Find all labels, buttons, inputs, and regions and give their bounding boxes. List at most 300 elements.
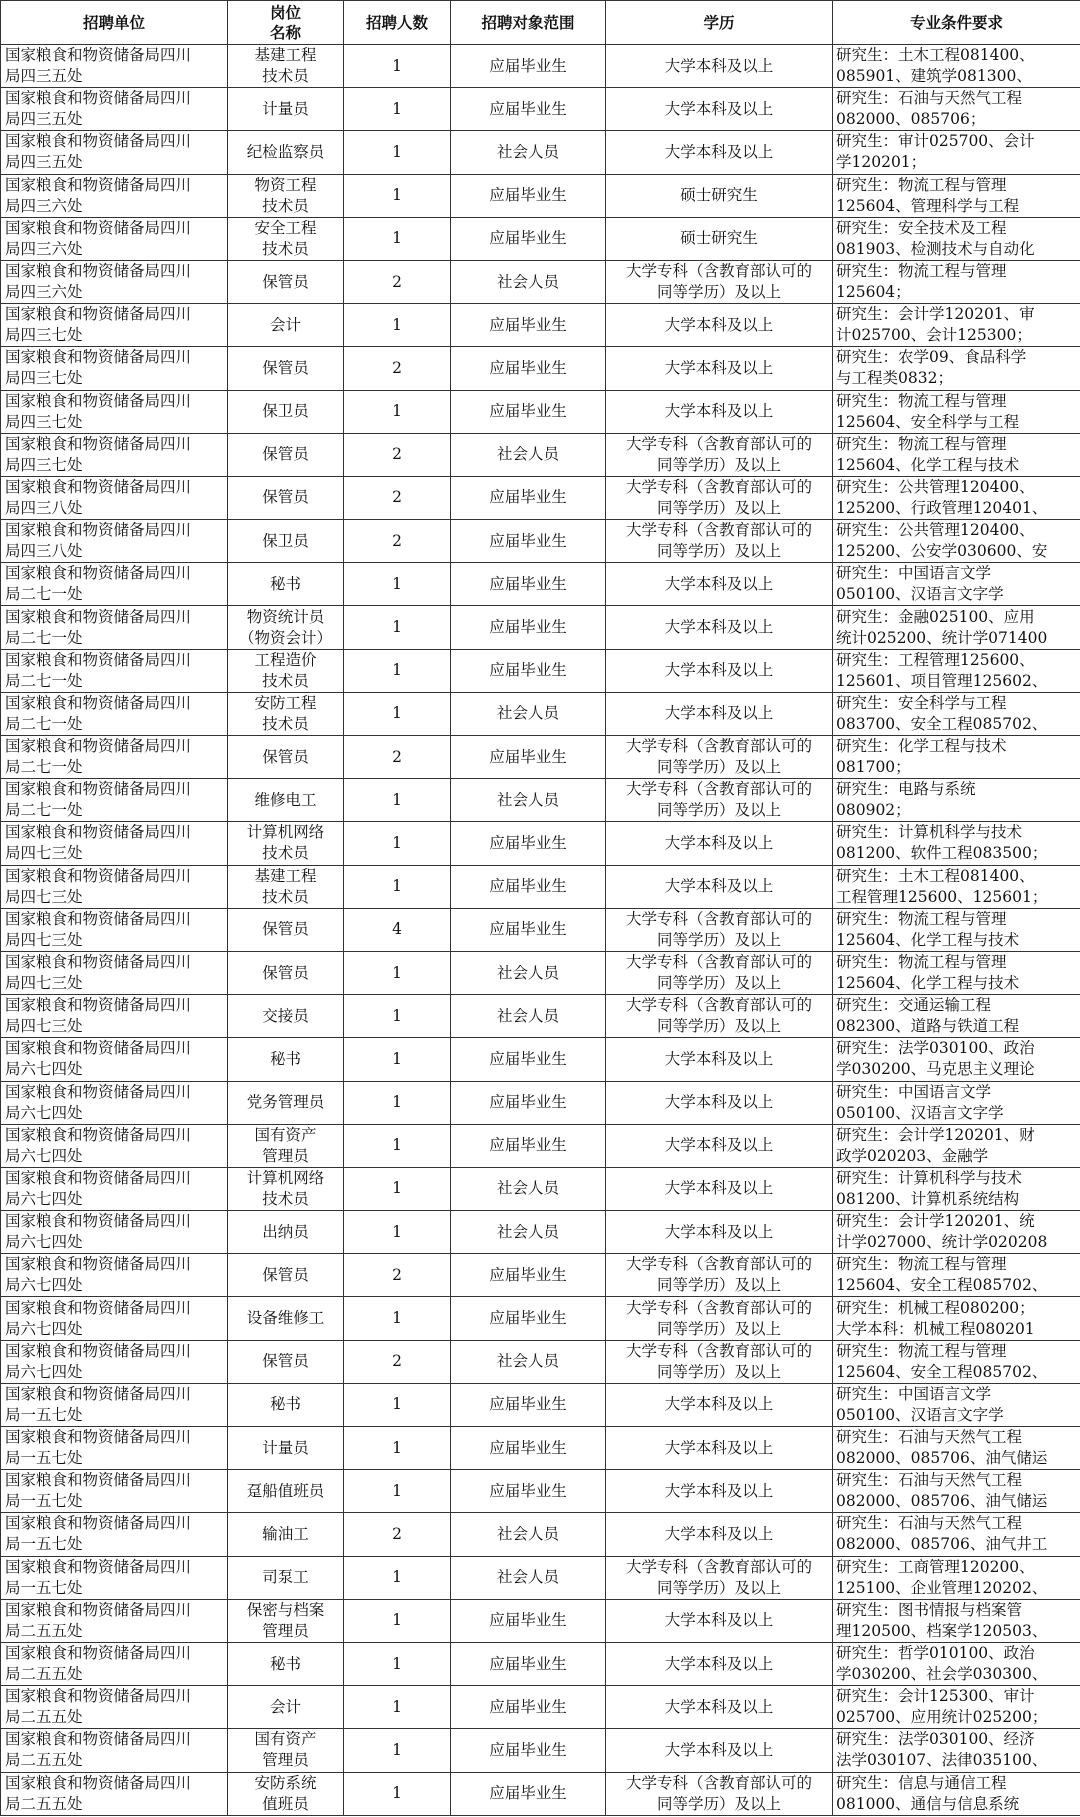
unit-cell-text: 国家粮食和物资储备局四川 局六七四处	[5, 1168, 192, 1208]
requirements-cell-text: 研究生：机械工程080200； 大学本科：机械工程080201	[836, 1298, 1035, 1338]
scope-cell	[451, 779, 606, 822]
requirements-cell	[833, 1124, 1080, 1167]
count-cell	[344, 736, 451, 779]
post-cell	[228, 88, 344, 131]
unit-cell-text: 国家粮食和物资储备局四川 局二七一处	[5, 780, 192, 820]
post-cell-text: 出纳员	[262, 1222, 309, 1241]
education-cell-text: 大学本科及以上	[664, 574, 774, 593]
unit-cell-text: 国家粮食和物资储备局四川 局二五五处	[5, 1730, 192, 1770]
requirements-cell	[833, 1772, 1080, 1815]
requirements-cell	[833, 1297, 1080, 1340]
requirements-cell	[833, 951, 1080, 994]
unit-cell-text: 国家粮食和物资储备局四川 局四三七处	[5, 305, 192, 345]
post-cell	[228, 1167, 344, 1210]
scope-cell-text: 应届毕业生	[489, 488, 567, 507]
scope-cell-text: 应届毕业生	[489, 747, 567, 766]
post-cell	[228, 1211, 344, 1254]
unit-cell-text: 国家粮食和物资储备局四川 局一五七处	[5, 1428, 192, 1468]
requirements-cell	[833, 217, 1080, 260]
education-cell	[606, 217, 833, 260]
post-cell	[228, 476, 344, 519]
requirements-cell-text: 研究生：会计学120201、审 计025700、会计125300；	[836, 305, 1035, 345]
count-cell-text: 1	[392, 402, 402, 421]
count-cell	[344, 433, 451, 476]
post-cell-text: 基建工程 技术员	[254, 866, 317, 906]
requirements-cell-text: 研究生：会计学120201、财 政学020203、金融学	[836, 1125, 1035, 1165]
requirements-cell-text: 研究生：工商管理120200、 125100、企业管理120202、	[836, 1557, 1048, 1597]
count-cell-text: 1	[392, 1611, 402, 1630]
requirements-cell	[833, 563, 1080, 606]
requirements-cell-text: 研究生：石油与天然气工程 082000、085706、油气井工	[836, 1514, 1048, 1554]
table-row	[1, 736, 1080, 779]
requirements-cell-text: 研究生：石油与天然气工程 082000、085706、油气储运	[836, 1428, 1048, 1468]
scope-cell	[451, 1124, 606, 1167]
unit-cell	[1, 347, 228, 390]
requirements-cell	[833, 476, 1080, 519]
table-row	[1, 1513, 1080, 1556]
count-cell-text: 1	[392, 99, 402, 118]
education-cell-text: 大学本科及以上	[664, 661, 774, 680]
unit-cell	[1, 1470, 228, 1513]
education-cell	[606, 1167, 833, 1210]
count-cell	[344, 1383, 451, 1426]
table-row	[1, 563, 1080, 606]
education-cell-text: 大学专科（含教育部认可的 同等学历）及以上	[625, 909, 812, 949]
unit-cell-text: 国家粮食和物资储备局四川 局四三八处	[5, 521, 192, 561]
scope-cell	[451, 304, 606, 347]
scope-cell	[451, 736, 606, 779]
header-count: 招聘人数	[344, 1, 451, 45]
unit-cell	[1, 1729, 228, 1772]
requirements-cell-text: 研究生：石油与天然气工程 082000、085706、油气储运	[836, 1471, 1048, 1511]
education-cell-text: 大学专科（含教育部认可的 同等学历）及以上	[625, 521, 812, 561]
count-cell-text: 1	[392, 1697, 402, 1716]
count-cell-text: 1	[392, 877, 402, 896]
unit-cell	[1, 649, 228, 692]
post-cell-text: 工程造价 技术员	[254, 650, 317, 690]
post-cell	[228, 131, 344, 174]
scope-cell	[451, 1081, 606, 1124]
table-row	[1, 1556, 1080, 1599]
table-row	[1, 1297, 1080, 1340]
education-cell	[606, 865, 833, 908]
scope-cell	[451, 1556, 606, 1599]
scope-cell-text: 社会人员	[496, 142, 559, 161]
requirements-cell-text: 研究生：农学09、食品科学 与工程类0832；	[836, 348, 1027, 388]
count-cell-text: 1	[392, 1481, 402, 1500]
post-cell-text: 保管员	[262, 920, 309, 939]
post-cell	[228, 1340, 344, 1383]
requirements-cell-text: 研究生：物流工程与管理 125604；	[836, 262, 1007, 302]
education-cell	[606, 1383, 833, 1426]
post-cell-text: 计量员	[262, 1438, 309, 1457]
scope-cell-text: 社会人员	[496, 1352, 559, 1371]
post-cell-text: 秘书	[269, 1395, 301, 1414]
unit-cell	[1, 131, 228, 174]
unit-cell-text: 国家粮食和物资储备局四川 局二五五处	[5, 1687, 192, 1727]
post-cell-text: 保密与档案 管理员	[246, 1600, 325, 1640]
unit-cell-text: 国家粮食和物资储备局四川 局六七四处	[5, 1125, 192, 1165]
scope-cell-text: 社会人员	[496, 1179, 559, 1198]
education-cell	[606, 1297, 833, 1340]
unit-cell	[1, 951, 228, 994]
scope-cell-text: 应届毕业生	[489, 920, 567, 939]
count-cell-text: 4	[392, 920, 402, 939]
education-cell-text: 大学专科（含教育部认可的 同等学历）及以上	[625, 434, 812, 474]
count-cell	[344, 1513, 451, 1556]
scope-cell	[451, 1599, 606, 1642]
count-cell-text: 1	[392, 833, 402, 852]
post-cell	[228, 692, 344, 735]
unit-cell	[1, 736, 228, 779]
requirements-cell-text: 研究生：计算机科学与技术 081200、软件工程083500；	[836, 823, 1048, 863]
requirements-cell-text: 研究生：化学工程与技术 081700；	[836, 737, 1007, 777]
education-cell-text: 大学本科及以上	[664, 1049, 774, 1068]
scope-cell	[451, 1729, 606, 1772]
unit-cell-text: 国家粮食和物资储备局四川 局六七四处	[5, 1341, 192, 1381]
education-cell-text: 大学本科及以上	[664, 1611, 774, 1630]
education-cell	[606, 304, 833, 347]
unit-cell-text: 国家粮食和物资储备局四川 局六七四处	[5, 1298, 192, 1338]
scope-cell-text: 应届毕业生	[489, 1093, 567, 1112]
requirements-cell	[833, 995, 1080, 1038]
count-cell	[344, 1167, 451, 1210]
requirements-cell-text: 研究生：石油与天然气工程 082000、085706；	[836, 89, 1023, 129]
education-cell	[606, 520, 833, 563]
requirements-cell	[833, 1686, 1080, 1729]
unit-cell	[1, 1427, 228, 1470]
education-cell	[606, 649, 833, 692]
count-cell-text: 1	[392, 618, 402, 637]
post-cell	[228, 260, 344, 303]
unit-cell-text: 国家粮食和物资储备局四川 局六七四处	[5, 1212, 192, 1252]
requirements-cell	[833, 779, 1080, 822]
education-cell-text: 大学本科及以上	[664, 1222, 774, 1241]
post-cell	[228, 649, 344, 692]
education-cell-text: 大学本科及以上	[664, 142, 774, 161]
requirements-cell	[833, 692, 1080, 735]
education-cell	[606, 822, 833, 865]
count-cell-text: 1	[392, 661, 402, 680]
unit-cell-text: 国家粮食和物资储备局四川 局四七三处	[5, 909, 192, 949]
education-cell	[606, 1211, 833, 1254]
requirements-cell	[833, 131, 1080, 174]
unit-cell-text: 国家粮食和物资储备局四川 局四七三处	[5, 866, 192, 906]
post-cell	[228, 45, 344, 88]
post-cell-text: 基建工程 技术员	[254, 46, 317, 86]
post-cell	[228, 1081, 344, 1124]
requirements-cell	[833, 822, 1080, 865]
count-cell-text: 2	[392, 358, 402, 377]
scope-cell-text: 应届毕业生	[489, 1740, 567, 1759]
post-cell	[228, 1642, 344, 1685]
unit-cell	[1, 1340, 228, 1383]
scope-cell-text: 应届毕业生	[489, 574, 567, 593]
requirements-cell-text: 研究生：交通运输工程 082300、道路与铁道工程	[836, 996, 1020, 1036]
education-cell-text: 大学本科及以上	[664, 1654, 774, 1673]
table-header-row	[1, 1, 1080, 45]
unit-cell	[1, 908, 228, 951]
requirements-cell	[833, 1340, 1080, 1383]
count-cell	[344, 174, 451, 217]
unit-cell	[1, 476, 228, 519]
education-cell	[606, 1513, 833, 1556]
post-cell	[228, 951, 344, 994]
scope-cell	[451, 347, 606, 390]
count-cell	[344, 260, 451, 303]
post-cell	[228, 1254, 344, 1297]
unit-cell	[1, 1772, 228, 1815]
requirements-cell-text: 研究生：物流工程与管理 125604、化学工程与技术	[836, 434, 1020, 474]
education-cell	[606, 476, 833, 519]
post-cell-text: 保管员	[262, 445, 309, 464]
unit-cell-text: 国家粮食和物资储备局四川 局四七三处	[5, 823, 192, 863]
post-cell-text: 司泵工	[262, 1568, 309, 1587]
post-cell-text: 安全工程 技术员	[254, 218, 317, 258]
requirements-cell-text: 研究生：哲学010100、政治 学030200、社会学030300、	[836, 1644, 1048, 1684]
post-cell-text: 保管员	[262, 1352, 309, 1371]
post-cell	[228, 822, 344, 865]
education-cell	[606, 1124, 833, 1167]
scope-cell	[451, 1470, 606, 1513]
education-cell	[606, 1340, 833, 1383]
count-cell-text: 1	[392, 229, 402, 248]
education-cell-text: 大学专科（含教育部认可的 同等学历）及以上	[625, 1557, 812, 1597]
post-cell-text: 计算机网络 技术员	[246, 823, 325, 863]
table-row	[1, 174, 1080, 217]
unit-cell	[1, 1642, 228, 1685]
education-cell	[606, 1081, 833, 1124]
requirements-cell	[833, 649, 1080, 692]
count-cell-text: 1	[392, 1568, 402, 1587]
unit-cell	[1, 304, 228, 347]
scope-cell	[451, 433, 606, 476]
unit-cell-text: 国家粮食和物资储备局四川 局二五五处	[5, 1600, 192, 1640]
count-cell	[344, 1211, 451, 1254]
post-cell	[228, 1556, 344, 1599]
post-cell	[228, 779, 344, 822]
requirements-cell-text: 研究生：物流工程与管理 125604、安全工程085702、	[836, 1255, 1048, 1295]
count-cell-text: 1	[392, 1136, 402, 1155]
table-row	[1, 88, 1080, 131]
table-row	[1, 692, 1080, 735]
unit-cell	[1, 260, 228, 303]
scope-cell-text: 应届毕业生	[489, 877, 567, 896]
count-cell	[344, 131, 451, 174]
unit-cell	[1, 1599, 228, 1642]
count-cell	[344, 1081, 451, 1124]
unit-cell-text: 国家粮食和物资储备局四川 局六七四处	[5, 1039, 192, 1079]
table-row	[1, 476, 1080, 519]
education-cell	[606, 951, 833, 994]
post-cell	[228, 1383, 344, 1426]
education-cell-text: 大学本科及以上	[664, 877, 774, 896]
education-cell	[606, 1254, 833, 1297]
table-row	[1, 217, 1080, 260]
education-cell	[606, 563, 833, 606]
table-row	[1, 1124, 1080, 1167]
table-row	[1, 1211, 1080, 1254]
unit-cell-text: 国家粮食和物资储备局四川 局二七一处	[5, 607, 192, 647]
count-cell	[344, 563, 451, 606]
requirements-cell-text: 研究生：物流工程与管理 125604、化学工程与技术	[836, 909, 1020, 949]
unit-cell-text: 国家粮食和物资储备局四川 局四三六处	[5, 218, 192, 258]
scope-cell-text: 应届毕业生	[489, 1265, 567, 1284]
education-cell-text: 大学专科（含教育部认可的 同等学历）及以上	[625, 1255, 812, 1295]
count-cell	[344, 1556, 451, 1599]
requirements-cell-text: 研究生：会计学120201、统 计学027000、统计学020208	[836, 1212, 1048, 1252]
post-cell-text: 设备维修工	[246, 1309, 325, 1328]
count-cell-text: 2	[392, 531, 402, 550]
post-cell	[228, 174, 344, 217]
education-cell	[606, 347, 833, 390]
count-cell-text: 2	[392, 747, 402, 766]
scope-cell	[451, 88, 606, 131]
education-cell	[606, 390, 833, 433]
header-education: 学历	[606, 1, 833, 45]
education-cell	[606, 88, 833, 131]
count-cell	[344, 1038, 451, 1081]
scope-cell	[451, 260, 606, 303]
scope-cell-text: 应届毕业生	[489, 1136, 567, 1155]
post-cell-text: 维修电工	[254, 790, 317, 809]
count-cell	[344, 390, 451, 433]
education-cell-text: 大学本科及以上	[664, 1481, 774, 1500]
scope-cell-text: 应届毕业生	[489, 1654, 567, 1673]
count-cell	[344, 1686, 451, 1729]
scope-cell	[451, 131, 606, 174]
requirements-cell	[833, 1081, 1080, 1124]
requirements-cell-text: 研究生：金融025100、应用 统计025200、统计学071400	[836, 607, 1048, 647]
education-cell-text: 硕士研究生	[680, 186, 758, 205]
post-cell-text: 保管员	[262, 747, 309, 766]
requirements-cell-text: 研究生：审计025700、会计 学120201；	[836, 132, 1035, 172]
scope-cell	[451, 692, 606, 735]
unit-cell-text: 国家粮食和物资储备局四川 局一五七处	[5, 1514, 192, 1554]
unit-cell-text: 国家粮食和物资储备局四川 局四三五处	[5, 46, 192, 86]
education-cell	[606, 1599, 833, 1642]
count-cell	[344, 1124, 451, 1167]
count-cell-text: 1	[392, 574, 402, 593]
requirements-cell-text: 研究生：物流工程与管理 125604、化学工程与技术	[836, 953, 1020, 993]
scope-cell	[451, 1427, 606, 1470]
unit-cell	[1, 433, 228, 476]
post-cell-text: 纪检监察员	[246, 142, 325, 161]
unit-cell	[1, 606, 228, 649]
education-cell-text: 大学本科及以上	[664, 1093, 774, 1112]
count-cell	[344, 1729, 451, 1772]
count-cell	[344, 606, 451, 649]
post-cell	[228, 908, 344, 951]
table-row	[1, 1599, 1080, 1642]
education-cell-text: 大学专科（含教育部认可的 同等学历）及以上	[625, 780, 812, 820]
scope-cell	[451, 520, 606, 563]
scope-cell-text: 社会人员	[496, 790, 559, 809]
post-cell	[228, 217, 344, 260]
post-cell	[228, 347, 344, 390]
education-cell-text: 大学专科（含教育部认可的 同等学历）及以上	[625, 737, 812, 777]
count-cell-text: 2	[392, 445, 402, 464]
count-cell-text: 2	[392, 1524, 402, 1543]
education-cell-text: 大学本科及以上	[664, 1395, 774, 1414]
count-cell	[344, 1427, 451, 1470]
scope-cell	[451, 45, 606, 88]
education-cell	[606, 131, 833, 174]
requirements-cell	[833, 865, 1080, 908]
requirements-cell	[833, 88, 1080, 131]
unit-cell	[1, 1686, 228, 1729]
requirements-cell-text: 研究生：公共管理120400、 125200、行政管理120401、	[836, 477, 1048, 517]
header-unit: 招聘单位	[1, 1, 228, 45]
scope-cell	[451, 1038, 606, 1081]
post-cell-text: 保卫员	[262, 402, 309, 421]
post-cell	[228, 1513, 344, 1556]
requirements-cell	[833, 1038, 1080, 1081]
post-cell-text: 物资统计员 （物资会计）	[238, 607, 332, 647]
post-cell-text: 计量员	[262, 99, 309, 118]
table-row	[1, 1167, 1080, 1210]
post-cell	[228, 865, 344, 908]
post-cell	[228, 1686, 344, 1729]
post-cell-text: 秘书	[269, 1654, 301, 1673]
scope-cell-text: 应届毕业生	[489, 315, 567, 334]
unit-cell-text: 国家粮食和物资储备局四川 局四三七处	[5, 434, 192, 474]
scope-cell-text: 社会人员	[496, 272, 559, 291]
education-cell	[606, 260, 833, 303]
scope-cell	[451, 1686, 606, 1729]
unit-cell-text: 国家粮食和物资储备局四川 局四三五处	[5, 132, 192, 172]
count-cell-text: 1	[392, 1309, 402, 1328]
table-row	[1, 822, 1080, 865]
education-cell-text: 大学专科（含教育部认可的 同等学历）及以上	[625, 1298, 812, 1338]
education-cell	[606, 174, 833, 217]
count-cell-text: 1	[392, 315, 402, 334]
education-cell	[606, 1470, 833, 1513]
table-row	[1, 131, 1080, 174]
requirements-cell	[833, 1254, 1080, 1297]
count-cell-text: 1	[392, 186, 402, 205]
education-cell	[606, 692, 833, 735]
unit-cell-text: 国家粮食和物资储备局四川 局二七一处	[5, 564, 192, 604]
unit-cell	[1, 1254, 228, 1297]
count-cell	[344, 822, 451, 865]
post-cell	[228, 995, 344, 1038]
count-cell	[344, 88, 451, 131]
unit-cell	[1, 217, 228, 260]
scope-cell	[451, 908, 606, 951]
scope-cell-text: 应届毕业生	[489, 1481, 567, 1500]
post-cell-text: 物资工程 技术员	[254, 175, 317, 215]
count-cell-text: 2	[392, 1352, 402, 1371]
requirements-cell-text: 研究生：中国语言文学 050100、汉语言文字学	[836, 564, 1004, 604]
scope-cell-text: 应届毕业生	[489, 661, 567, 680]
scope-cell	[451, 1297, 606, 1340]
post-cell	[228, 520, 344, 563]
scope-cell	[451, 865, 606, 908]
scope-cell-text: 应届毕业生	[489, 99, 567, 118]
table-row	[1, 1470, 1080, 1513]
table-row	[1, 390, 1080, 433]
education-cell-text: 大学本科及以上	[664, 704, 774, 723]
requirements-cell-text: 研究生：会计125300、审计 025700、应用统计025200；	[836, 1687, 1048, 1727]
requirements-cell	[833, 1383, 1080, 1426]
post-cell	[228, 1297, 344, 1340]
scope-cell	[451, 476, 606, 519]
requirements-cell-text: 研究生：物流工程与管理 125604、安全工程085702、	[836, 1341, 1048, 1381]
scope-cell	[451, 1383, 606, 1426]
education-cell	[606, 779, 833, 822]
table-body	[1, 45, 1080, 1816]
